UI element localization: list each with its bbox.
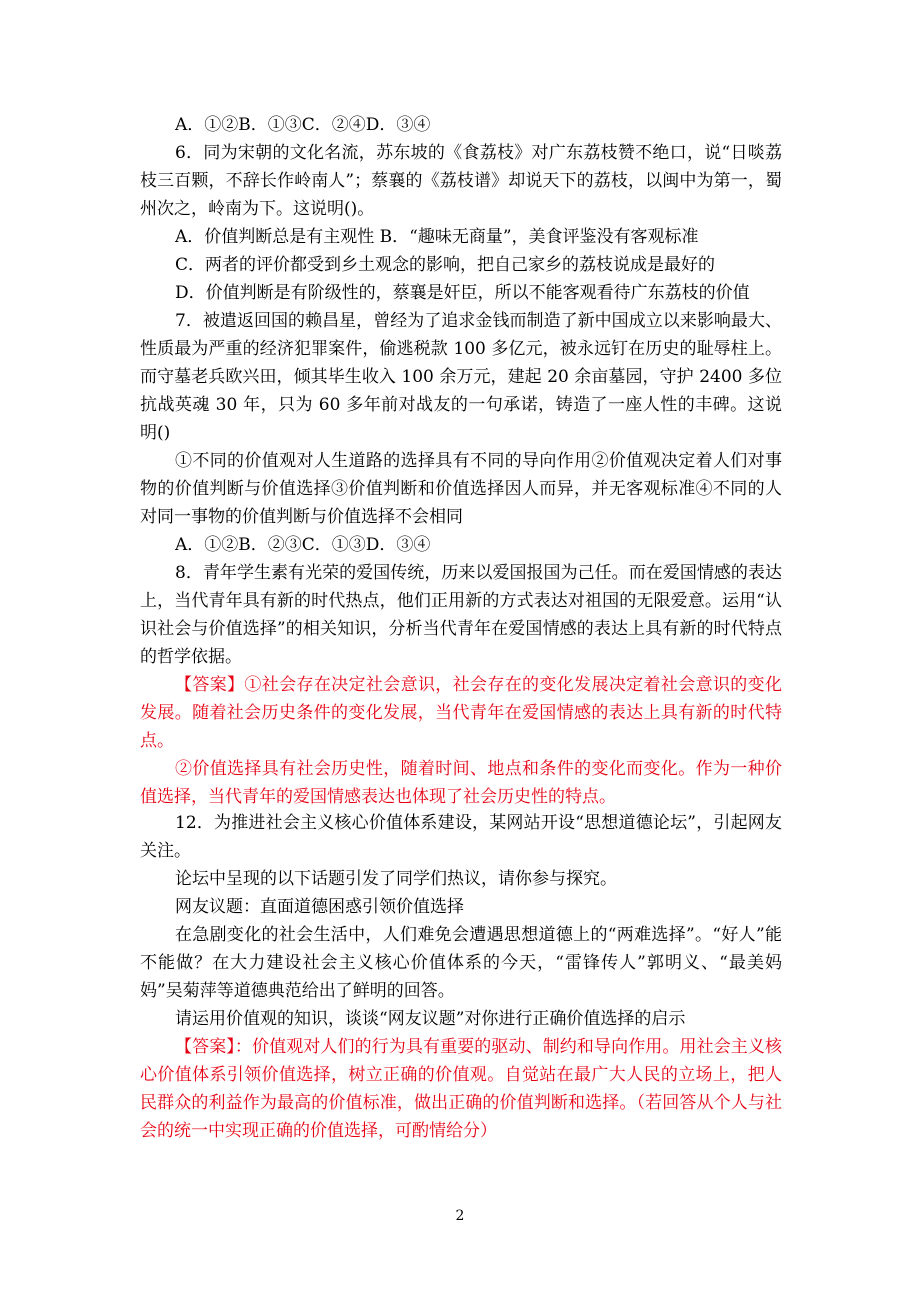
q12-topic: 网友议题：直面道德困惑引领价值选择 — [175, 897, 464, 917]
q7-stem: 7．被遣返回国的赖昌星，曾经为了追求金钱而制造了新中国成立以来影响最大、性质最为严重的经济犯罪案件，偷逃税款 100 多亿元，被永远钉在历史的耻辱柱上。而守墓老兵欧兴田，倾其毕生收入 100 余万元，建起 20 余亩墓园，守护 2400 多位抗战英魂 30 年，只为 60 多年前对战友的一句承诺，铸造了一座人性的丰碑。这说明() — [140, 311, 782, 443]
q12-question: 请运用价值观的知识，谈谈“网友议题”对你进行正确价值选择的启示 — [175, 1009, 686, 1029]
q8-answer-2: ②价值选择具有社会历史性，随着时间、地点和条件的变化而变化。作为一种价值选择，当代青年的爱国情感表达也体现了社会历史性的特点。 — [140, 759, 782, 807]
q6-option-d: D．价值判断是有阶级性的，蔡襄是奸臣，所以不能客观看待广东荔枝的价值 — [175, 283, 750, 303]
q6-option-ab: A．价值判断总是有主观性 B．“趣味无商量”，美食评鉴没有客观标准 — [175, 227, 699, 247]
q8-answer-1: 【答案】①社会存在决定社会意识，社会存在的变化发展决定着社会意识的变化发展。随着社会历史条件的变化发展，当代青年在爱国情感的表达上具有新的时代特点。 — [140, 675, 782, 751]
q6-stem: 6．同为宋朝的文化名流，苏东坡的《食荔枝》对广东荔枝赞不绝口，说“日啖荔枝三百颗，不辞长作岭南人”；蔡襄的《荔枝谱》却说天下的荔枝，以闽中为第一，蜀州次之，岭南为下。这说明()。 — [140, 143, 782, 219]
question-block-12 — [140, 809, 782, 1145]
page-number: 2 — [455, 1208, 465, 1224]
q12-answer: 【答案】：价值观对人们的行为具有重要的驱动、制约和导向作用。用社会主义核心价值体系引领价值选择，树立正确的价值观。自觉站在最广大人民的立场上，把人民群众的利益作为最高的价值标准，做出正确的价值判断和选择。（若回答从个人与社会的统一中实现正确的价值选择，可酌情给分） — [140, 1037, 782, 1141]
q7-statements: ①不同的价值观对人生道路的选择具有不同的导向作用②价值观决定着人们对事物的价值判断与价值选择③价值判断和价值选择因人而异，并无客观标准④不同的人对同一事物的价值判断与价值选择不会相同 — [140, 451, 782, 527]
q12-material: 在急剧变化的社会生活中，人们难免会遭遇思想道德上的“两难选择”。“好人”能不能做？在大力建设社会主义核心价值体系的今天，“雷锋传人”郭明义、“最美妈妈”吴菊萍等道德典范给出了鲜明的回答。 — [140, 925, 782, 1001]
q7-options: A．①②B．②③C．①③D．③④ — [175, 535, 431, 555]
q5-options: A．①②B．①③C．②④D．③④ — [175, 115, 431, 135]
q12-intro: 论坛中呈现的以下话题引发了同学们热议，请你参与探究。 — [175, 869, 617, 889]
question-block-5-8 — [140, 111, 782, 811]
q8-stem: 8．青年学生素有光荣的爱国传统，历来以爱国报国为己任。而在爱国情感的表达上，当代青年具有新的时代热点，他们正用新的方式表达对祖国的无限爱意。运用“认识社会与价值选择”的相关知识，分析当代青年在爱国情感的表达上具有新的时代特点的哲学依据。 — [140, 563, 782, 667]
q6-option-c: C．两者的评价都受到乡土观念的影响，把自己家乡的荔枝说成是最好的 — [175, 255, 716, 275]
q12-stem: 12．为推进社会主义核心价值体系建设，某网站开设“思想道德论坛”，引起网友关注。 — [140, 813, 782, 861]
